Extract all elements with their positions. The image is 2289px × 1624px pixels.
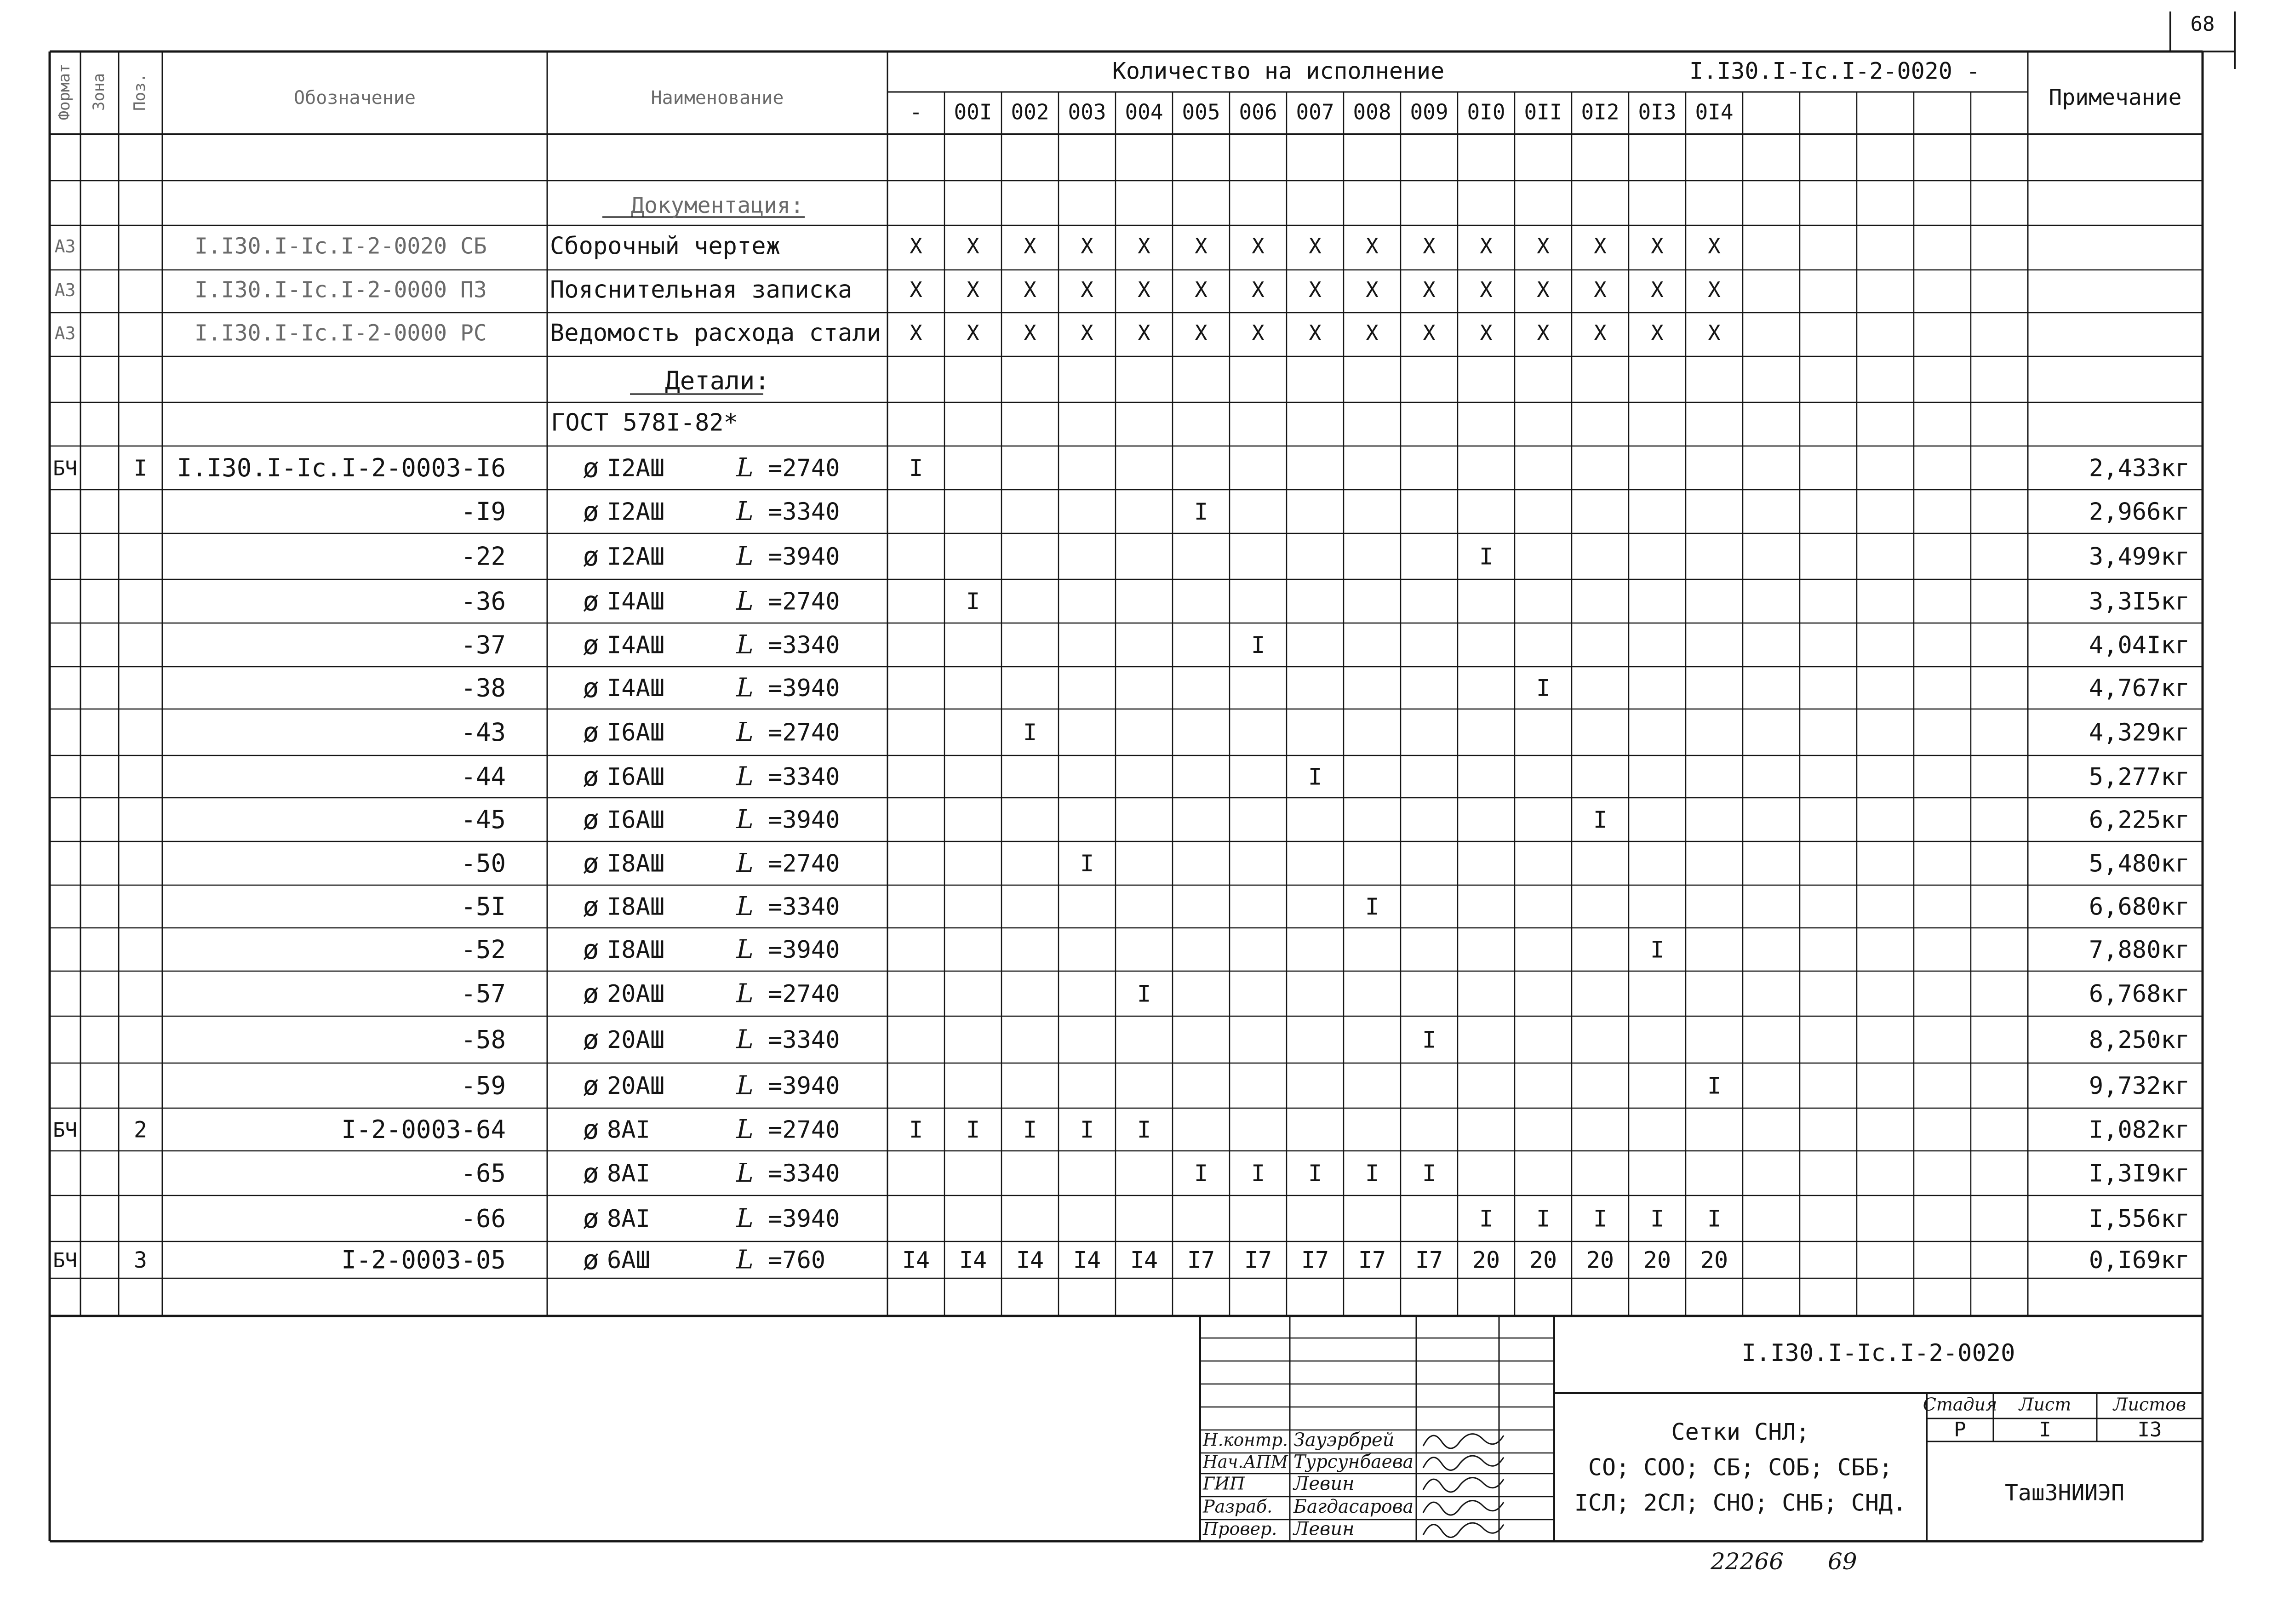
diameter-symbol: ø [583, 541, 599, 572]
detail-length: =3340 [768, 1160, 840, 1188]
detail-diameter: 20АШ [607, 1026, 665, 1054]
doc-mark: X [1024, 234, 1036, 258]
diameter-symbol: ø [583, 934, 599, 966]
length-symbol: L [736, 586, 754, 616]
detail-diameter: I6АШ [607, 763, 665, 791]
length-symbol: L [736, 761, 754, 792]
variant-1: 00I [954, 99, 992, 125]
qty-cell: I [1650, 1205, 1665, 1232]
sheet-label: Лист [2019, 1394, 2072, 1415]
person-name: Багдасарова [1293, 1496, 1413, 1517]
detail-note: I,556кг [2089, 1205, 2190, 1233]
title-block-code: I.I30.I-Ic.I-2-0020 [1741, 1339, 2015, 1367]
qty-cell: I [1365, 1160, 1379, 1187]
doc-mark: X [967, 277, 979, 302]
detail-diameter: I2АШ [607, 454, 665, 482]
detail-length: =3940 [768, 675, 840, 702]
detail-length: =3940 [768, 1072, 840, 1100]
qty-cell: I [1308, 763, 1322, 790]
doc-mark: X [1252, 320, 1265, 345]
doc-mark: X [910, 320, 922, 345]
variant-7: 007 [1296, 99, 1334, 125]
doc-mark: X [1195, 320, 1207, 345]
qty-cell: 20 [1586, 1247, 1614, 1274]
detail-diameter: I6АШ [607, 719, 665, 747]
detail-length: =3940 [768, 806, 840, 834]
variant-0: - [910, 99, 922, 125]
qty-cell: I [1479, 1205, 1494, 1232]
detail-length: =2740 [768, 719, 840, 747]
variant-12: 0I2 [1581, 99, 1619, 125]
diameter-symbol: ø [583, 1024, 599, 1056]
detail-position: 3 [134, 1247, 147, 1273]
detail-note: 2,966кг [2089, 498, 2190, 526]
detail-note: 8,250кг [2089, 1026, 2190, 1054]
diameter-symbol: ø [583, 496, 599, 527]
detail-diameter: I4АШ [607, 675, 665, 702]
detail-note: 3,499кг [2089, 543, 2190, 571]
detail-designation: -I9 [461, 497, 506, 526]
diameter-symbol: ø [583, 1157, 599, 1189]
detail-diameter: 20АШ [607, 980, 665, 1008]
variant-8: 008 [1353, 99, 1391, 125]
variant-10: 0I0 [1467, 99, 1505, 125]
length-symbol: L [736, 848, 754, 878]
sheets-label: Листов [2113, 1394, 2186, 1415]
signature [1423, 1523, 1504, 1537]
role-label: Провер. [1203, 1519, 1277, 1539]
qty-cell: I [1593, 806, 1608, 833]
qty-cell: I7 [1187, 1247, 1215, 1274]
detail-designation: -58 [461, 1025, 506, 1054]
detail-designation: -22 [461, 542, 506, 571]
note-header: Примечание [2049, 85, 2182, 110]
doc-mark: X [1708, 320, 1721, 345]
doc-mark: X [1480, 277, 1493, 302]
detail-designation: -43 [461, 718, 506, 747]
detail-designation: -65 [461, 1159, 506, 1188]
detail-note: 6,768кг [2089, 980, 2190, 1008]
variant-13: 0I3 [1638, 99, 1677, 125]
detail-note: 5,277кг [2089, 763, 2190, 791]
doc-mark: X [1537, 320, 1550, 345]
person-name: Турсунбаева [1293, 1451, 1413, 1473]
qty-header-code: I.I30.I-Ic.I-2-0020 - [1689, 57, 1980, 85]
detail-length: =760 [768, 1247, 826, 1274]
detail-designation: -52 [461, 935, 506, 964]
stage-value: Р [1954, 1418, 1966, 1441]
detail-position: 2 [134, 1117, 147, 1143]
length-symbol: L [736, 805, 754, 835]
diameter-symbol: ø [583, 891, 599, 922]
detail-length: =3940 [768, 543, 840, 571]
qty-cell: I [1650, 936, 1665, 963]
signature [1423, 1478, 1504, 1492]
doc-name: Сборочный чертеж [550, 232, 780, 260]
qty-cell: I7 [1358, 1247, 1386, 1274]
detail-diameter: 6АШ [607, 1247, 650, 1274]
length-symbol: L [736, 1158, 754, 1188]
doc-mark: X [1309, 234, 1322, 258]
qty-cell: I [1593, 1205, 1608, 1232]
rotated-header-2: Поз. [131, 73, 149, 111]
doc-mark: X [1195, 234, 1207, 258]
doc-format: A3 [54, 280, 76, 300]
qty-cell: I [1080, 850, 1094, 877]
qty-cell: I [1023, 1116, 1037, 1143]
doc-mark: X [1423, 277, 1436, 302]
doc-mark: X [1651, 277, 1664, 302]
variant-6: 006 [1239, 99, 1277, 125]
length-symbol: L [736, 1024, 754, 1055]
detail-length: =2740 [768, 980, 840, 1008]
doc-mark: X [1195, 277, 1207, 302]
signature [1423, 1434, 1504, 1448]
doc-mark: X [1309, 277, 1322, 302]
qty-cell: I [909, 455, 923, 481]
doc-mark: X [1081, 234, 1093, 258]
detail-note: 9,732кг [2089, 1072, 2190, 1100]
diameter-symbol: ø [583, 847, 599, 879]
doc-designation: I.I30.I-Ic.I-2-0000 РС [195, 320, 487, 346]
detail-note: 4,329кг [2089, 719, 2190, 747]
variant-4: 004 [1125, 99, 1163, 125]
signature [1423, 1501, 1504, 1515]
detail-diameter: I8АШ [607, 850, 665, 878]
detail-note: 4,767кг [2089, 675, 2190, 702]
doc-format: A3 [54, 323, 76, 343]
detail-length: =3340 [768, 498, 840, 526]
rotated-header-1: Зона [90, 73, 108, 111]
diameter-symbol: ø [583, 1244, 599, 1276]
variant-5: 005 [1182, 99, 1220, 125]
role-label: Н.контр. [1202, 1430, 1288, 1450]
detail-diameter: 8АI [607, 1205, 650, 1233]
role-label: Нач.АПМ [1202, 1452, 1289, 1472]
standard-label: ГОСТ 578I-82* [551, 409, 738, 437]
diameter-symbol: ø [583, 1203, 599, 1235]
qty-cell: 20 [1700, 1247, 1728, 1274]
doc-designation: I.I30.I-Ic.I-2-0000 ПЗ [195, 277, 487, 303]
doc-name: Пояснительная записка [550, 276, 853, 304]
doc-mark: X [1366, 320, 1379, 345]
qty-cell: I [1251, 1160, 1265, 1187]
person-name: Левин [1293, 1518, 1355, 1540]
detail-note: 7,880кг [2089, 936, 2190, 964]
sheets-value: I3 [2137, 1418, 2162, 1441]
role-label: Разраб. [1203, 1496, 1273, 1517]
detail-length: =2740 [768, 588, 840, 616]
detail-note: 6,680кг [2089, 893, 2190, 921]
qty-cell: I [1707, 1072, 1722, 1099]
doc-format: A3 [54, 236, 76, 257]
length-symbol: L [736, 717, 754, 747]
qty-cell: I4 [1130, 1247, 1158, 1274]
qty-cell: I7 [1244, 1247, 1272, 1274]
diameter-symbol: ø [583, 452, 599, 484]
qty-cell: I [1536, 675, 1551, 702]
doc-mark: X [1024, 320, 1036, 345]
rotated-header-0: Формат [55, 63, 74, 120]
doc-mark: X [1309, 320, 1322, 345]
sheet-value: I [2039, 1418, 2051, 1441]
qty-cell: I [1479, 543, 1494, 570]
title-block-title-line: Сетки СНЛ; [1671, 1418, 1810, 1446]
detail-designation: -50 [461, 849, 506, 878]
diameter-symbol: ø [583, 761, 599, 793]
qty-cell: I [1536, 1205, 1551, 1232]
qty-cell: I [1422, 1160, 1436, 1187]
doc-designation: I.I30.I-Ic.I-2-0020 СБ [195, 233, 487, 259]
detail-designation: -36 [461, 587, 506, 616]
doc-mark: X [1480, 234, 1493, 258]
detail-designation: I.I30.I-Ic.I-2-0003-I6 [177, 453, 506, 483]
length-symbol: L [736, 630, 754, 660]
doc-mark: X [910, 234, 922, 258]
doc-mark: X [1537, 234, 1550, 258]
title-block-title-line: IСЛ; 2СЛ; СНО; СНБ; СНД. [1574, 1489, 1907, 1516]
detail-length: =3340 [768, 1026, 840, 1054]
detail-note: 4,04Iкг [2089, 631, 2190, 659]
doc-mark: X [910, 277, 922, 302]
length-symbol: L [736, 1115, 754, 1144]
detail-note: I,3I9кг [2089, 1160, 2190, 1188]
detail-diameter: 8АI [607, 1160, 650, 1188]
doc-mark: X [1081, 277, 1093, 302]
detail-designation: I-2-0003-64 [341, 1115, 506, 1144]
qty-cell: I4 [902, 1247, 930, 1274]
qty-cell: 20 [1472, 1247, 1500, 1274]
doc-mark: X [1366, 277, 1379, 302]
diameter-symbol: ø [583, 672, 599, 704]
signature [1423, 1456, 1504, 1470]
detail-diameter: I8АШ [607, 936, 665, 964]
doc-mark: X [1651, 320, 1664, 345]
diameter-symbol: ø [583, 978, 599, 1010]
doc-mark: X [1537, 277, 1550, 302]
qty-cell: I [1308, 1160, 1322, 1187]
person-name: Левин [1293, 1473, 1355, 1494]
detail-format: БЧ [53, 1118, 77, 1142]
doc-mark: X [1252, 277, 1265, 302]
detail-length: =2740 [768, 454, 840, 482]
diameter-symbol: ø [583, 716, 599, 748]
detail-length: =3940 [768, 936, 840, 964]
length-symbol: L [736, 934, 754, 965]
qty-cell: I4 [1016, 1247, 1044, 1274]
detail-designation: -38 [461, 673, 506, 703]
section-details: Детали: [665, 366, 770, 395]
qty-cell: I [1365, 893, 1379, 920]
page-number: 68 [2190, 12, 2215, 36]
doc-mark: X [1594, 277, 1607, 302]
diameter-symbol: ø [583, 1070, 599, 1102]
title-block-title-line: СО; СОО; СБ; СОБ; СББ; [1588, 1454, 1893, 1481]
length-symbol: L [736, 1070, 754, 1101]
detail-diameter: I4АШ [607, 588, 665, 616]
qty-cell: 20 [1529, 1247, 1557, 1274]
detail-designation: -66 [461, 1204, 506, 1233]
doc-name: Ведомость расхода стали [550, 319, 881, 347]
doc-mark: X [1024, 277, 1036, 302]
diameter-symbol: ø [583, 804, 599, 835]
qty-cell: I [1137, 1116, 1151, 1143]
detail-diameter: I4АШ [607, 631, 665, 659]
detail-note: 5,480кг [2089, 850, 2190, 878]
detail-diameter: 8АI [607, 1116, 650, 1144]
doc-mark: X [1138, 234, 1150, 258]
doc-mark: X [1138, 277, 1150, 302]
qty-cell: I [1194, 1160, 1208, 1187]
length-symbol: L [736, 497, 754, 526]
doc-mark: X [1252, 234, 1265, 258]
detail-length: =2740 [768, 1116, 840, 1144]
detail-diameter: I2АШ [607, 543, 665, 571]
detail-designation: -44 [461, 762, 506, 791]
doc-mark: X [1138, 320, 1150, 345]
length-symbol: L [736, 1245, 754, 1275]
detail-designation: -59 [461, 1071, 506, 1100]
archive-number: 22266 [1711, 1548, 1784, 1575]
detail-format: БЧ [53, 457, 77, 480]
length-symbol: L [736, 453, 754, 483]
doc-mark: X [1423, 320, 1436, 345]
detail-designation: I-2-0003-05 [341, 1245, 506, 1275]
doc-mark: X [1651, 234, 1664, 258]
doc-mark: X [1594, 234, 1607, 258]
detail-designation: -5I [461, 892, 506, 921]
variant-9: 009 [1410, 99, 1448, 125]
detail-format: БЧ [53, 1249, 77, 1272]
detail-length: =3340 [768, 631, 840, 659]
person-name: Зауэрбрей [1293, 1430, 1395, 1451]
detail-position: I [134, 455, 147, 481]
qty-cell: I [1422, 1026, 1436, 1053]
qty-cell: I [1080, 1116, 1094, 1143]
qty-cell: I7 [1301, 1247, 1329, 1274]
detail-designation: -57 [461, 979, 506, 1008]
qty-cell: I7 [1415, 1247, 1443, 1274]
qty-cell: I [1137, 980, 1151, 1007]
variant-3: 003 [1068, 99, 1106, 125]
doc-mark: X [967, 320, 979, 345]
diameter-symbol: ø [583, 629, 599, 661]
length-symbol: L [736, 978, 754, 1009]
detail-diameter: I8АШ [607, 893, 665, 921]
qty-cell: I [909, 1116, 923, 1143]
detail-length: =3340 [768, 763, 840, 791]
diameter-symbol: ø [583, 585, 599, 617]
diameter-symbol: ø [583, 1114, 599, 1145]
footer-page-number: 69 [1828, 1548, 1857, 1575]
qty-cell: I [966, 588, 980, 615]
doc-mark: X [1081, 320, 1093, 345]
detail-diameter: 20АШ [607, 1072, 665, 1100]
detail-note: 6,225кг [2089, 806, 2190, 834]
doc-mark: X [1708, 234, 1721, 258]
section-documentation: Документация: [631, 193, 804, 218]
detail-diameter: I2АШ [607, 498, 665, 526]
designation-header: Обозначение [294, 87, 416, 109]
length-symbol: L [736, 673, 754, 703]
qty-cell: I [1194, 498, 1208, 525]
detail-note: I,082кг [2089, 1116, 2190, 1144]
doc-mark: X [967, 234, 979, 258]
length-symbol: L [736, 1203, 754, 1234]
qty-cell: I [1023, 719, 1037, 746]
length-symbol: L [736, 541, 754, 572]
role-label: ГИП [1203, 1473, 1245, 1494]
detail-note: 2,433кг [2089, 454, 2190, 482]
length-symbol: L [736, 892, 754, 921]
detail-diameter: I6АШ [607, 806, 665, 834]
doc-mark: X [1480, 320, 1493, 345]
detail-note: 0,I69кг [2089, 1247, 2190, 1274]
doc-mark: X [1423, 234, 1436, 258]
qty-cell: I [1251, 632, 1265, 658]
doc-mark: X [1708, 277, 1721, 302]
organization: ТашЗНИИЭП [2004, 1480, 2125, 1506]
qty-cell: I [966, 1116, 980, 1143]
name-header: Наименование [651, 87, 784, 109]
qty-cell: I [1707, 1205, 1722, 1232]
doc-mark: X [1366, 234, 1379, 258]
detail-note: 3,3I5кг [2089, 588, 2190, 616]
qty-header-title: Количество на исполнение [1112, 57, 1445, 85]
doc-mark: X [1594, 320, 1607, 345]
detail-length: =3340 [768, 893, 840, 921]
variant-14: 0I4 [1695, 99, 1734, 125]
qty-cell: I4 [959, 1247, 987, 1274]
variant-2: 002 [1011, 99, 1049, 125]
detail-length: =2740 [768, 850, 840, 878]
qty-cell: I4 [1073, 1247, 1101, 1274]
detail-designation: -45 [461, 805, 506, 835]
stage-label: Стадия [1923, 1394, 1997, 1415]
qty-cell: 20 [1643, 1247, 1671, 1274]
detail-designation: -37 [461, 630, 506, 660]
variant-11: 0II [1524, 99, 1562, 125]
detail-length: =3940 [768, 1205, 840, 1233]
